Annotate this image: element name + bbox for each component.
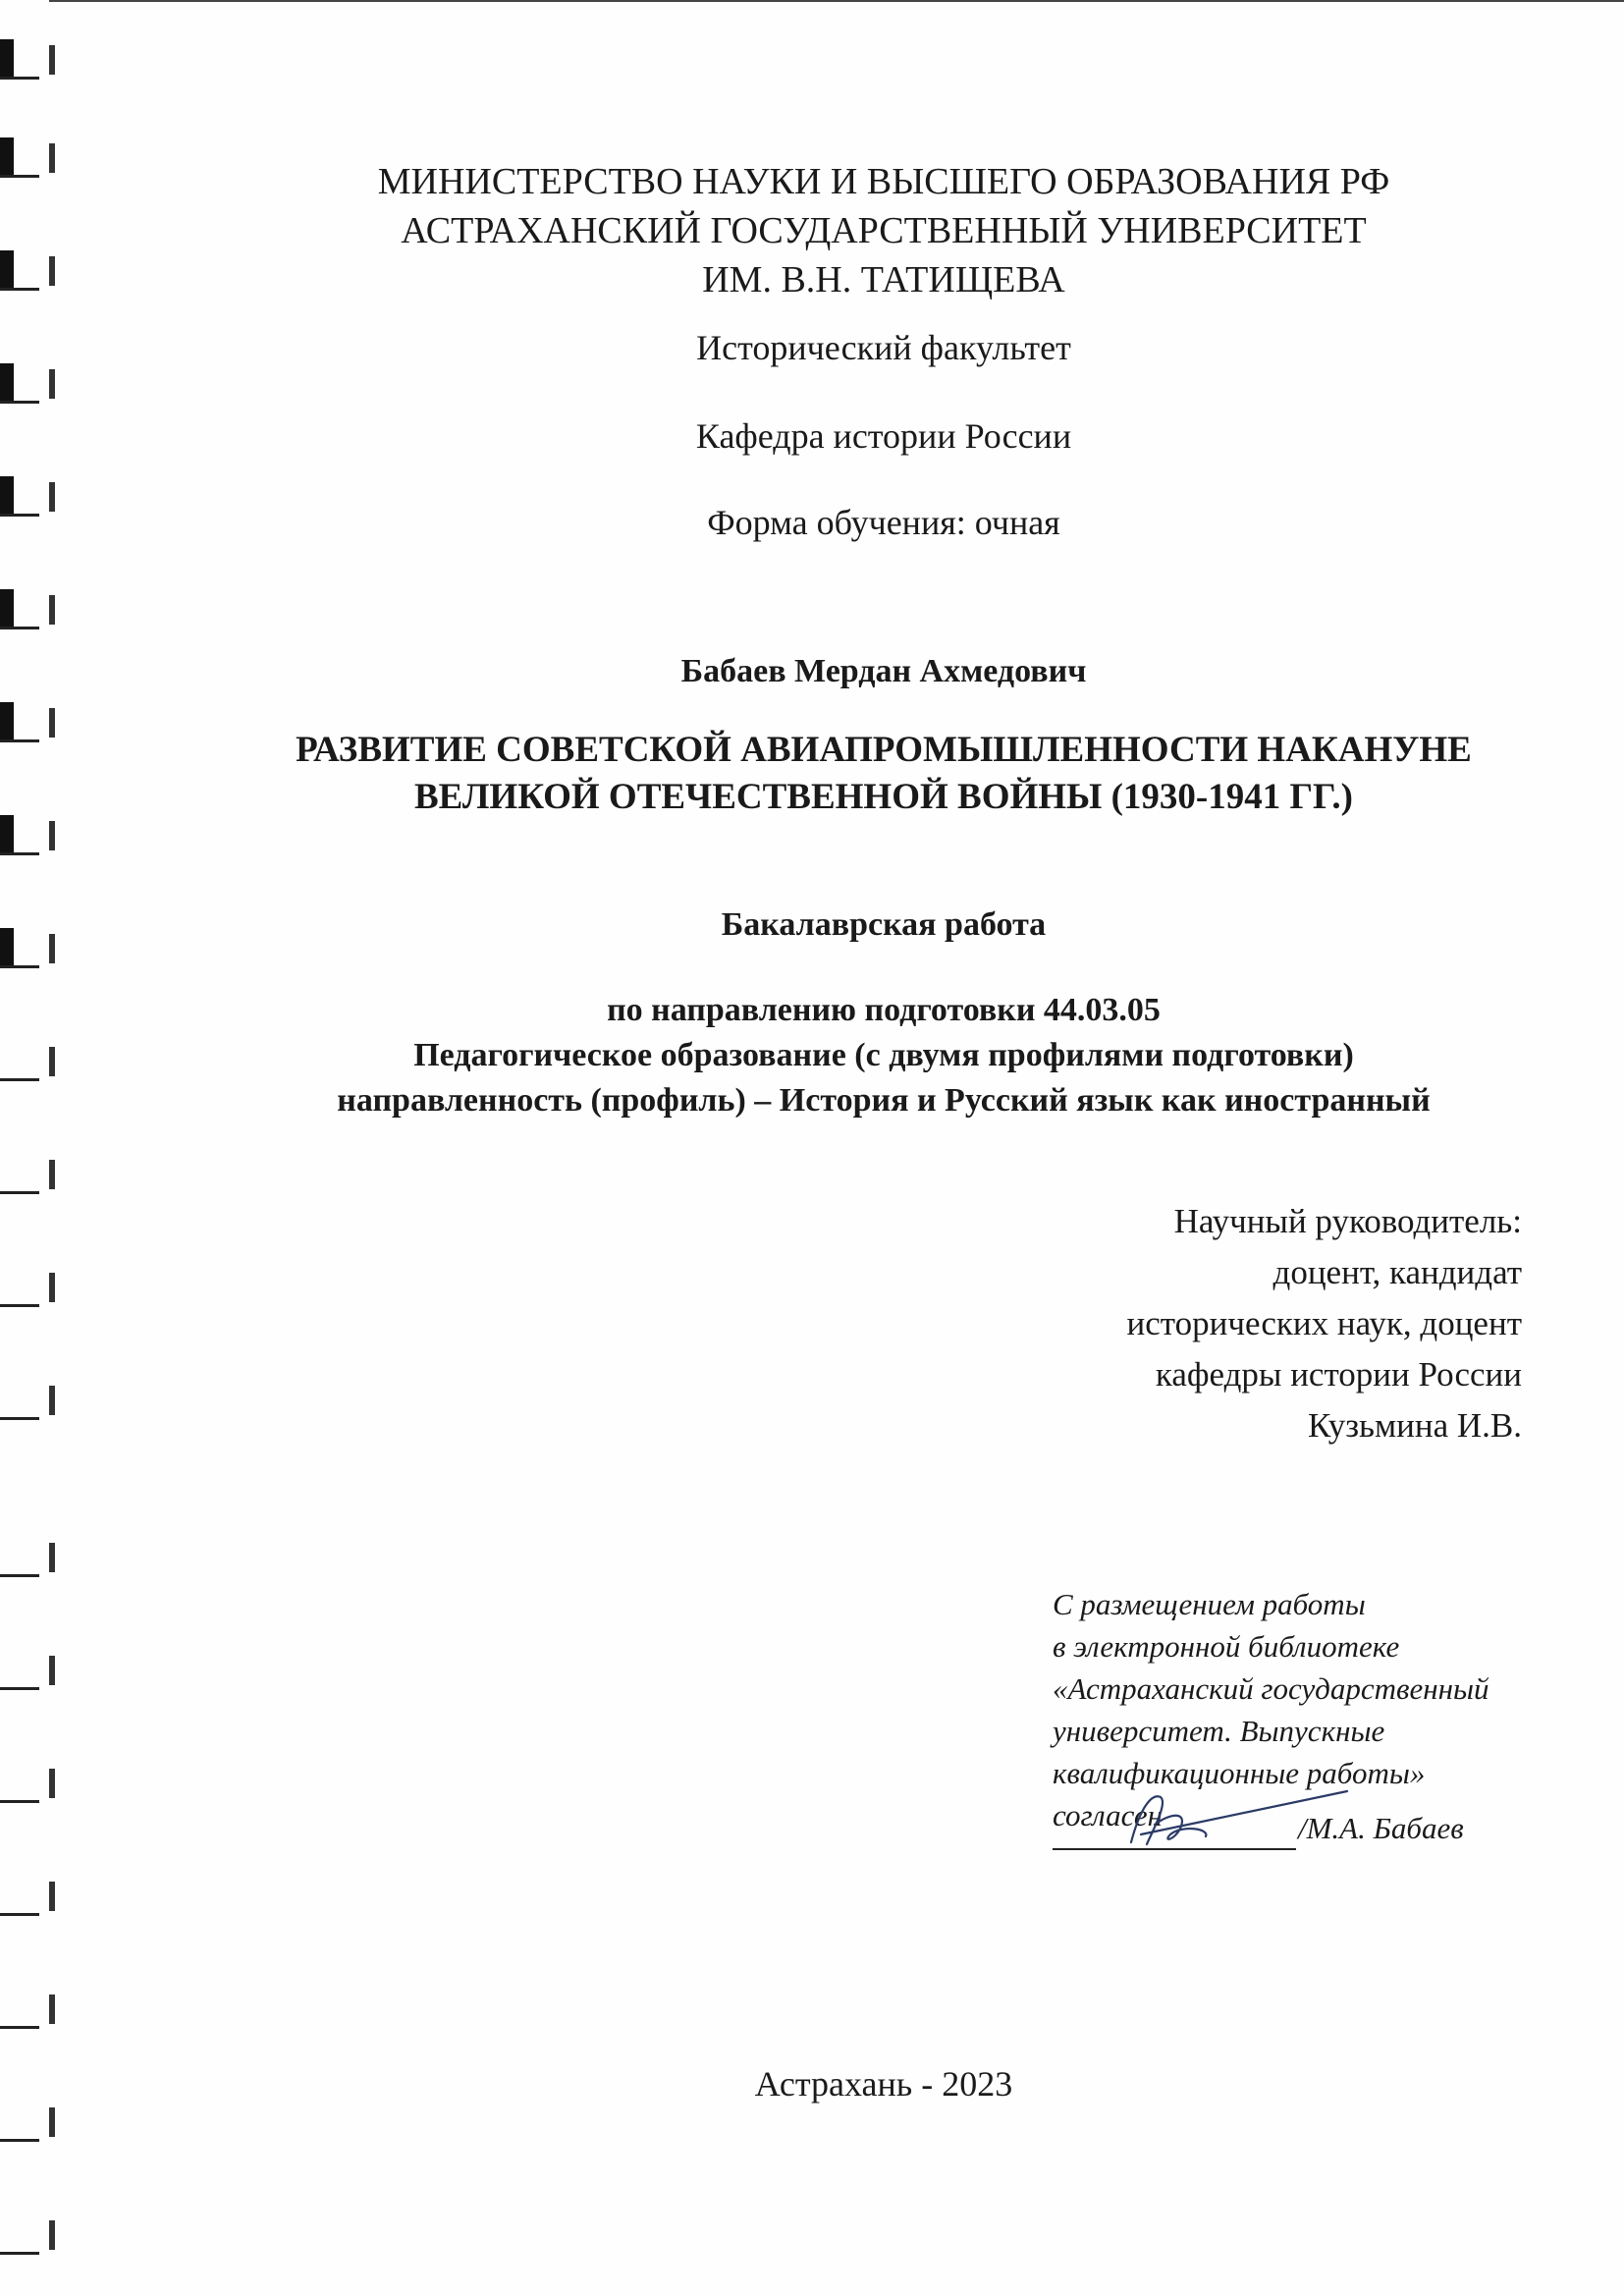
supervisor-label: Научный руководитель: (1173, 1202, 1522, 1240)
city-year: Астрахань - 2023 (754, 2064, 1013, 2104)
binding-mark (0, 1154, 59, 1193)
binding-mark (0, 702, 59, 741)
supervisor-name: Кузьмина И.В. (1307, 1406, 1522, 1445)
university-name: АСТРАХАНСКИЙ ГОСУДАРСТВЕННЫЙ УНИВЕРСИТЕТ (401, 210, 1367, 251)
binding-mark (0, 1763, 59, 1802)
thesis-title-line: ВЕЛИКОЙ ОТЕЧЕСТВЕННОЙ ВОЙНЫ (1930-1941 ГГ.) (413, 777, 1353, 817)
binding-edge (0, 0, 88, 2296)
binding-mark (0, 1989, 59, 2028)
signer-name: /М.А. Бабаев (1298, 1811, 1464, 1845)
direction-name: Педагогическое образование (с двумя профилями подготовки) (413, 1037, 1354, 1073)
supervisor-block (933, 1196, 1522, 1451)
consent-line: «Астраханский государственный (1053, 1671, 1489, 1706)
binding-mark (0, 2214, 59, 2254)
author-name: Бабаев Мердан Ахмедович (680, 653, 1087, 689)
consent-line: квалификационные работы» (1053, 1756, 1426, 1790)
thesis-title (147, 727, 1620, 821)
supervisor-department: кафедры истории России (1155, 1355, 1522, 1394)
institution-header (147, 157, 1620, 304)
thesis-title-line: РАЗВИТИЕ СОВЕТСКОЙ АВИАПРОМЫШЛЕННОСТИ НАКАНУНЕ (296, 730, 1472, 770)
department-name: Кафедра истории России (695, 416, 1072, 456)
binding-mark (0, 363, 59, 403)
signature-row (1053, 1805, 1602, 1854)
binding-mark (0, 1876, 59, 1915)
binding-mark (0, 1380, 59, 1419)
binding-mark (0, 928, 59, 967)
binding-mark (0, 1537, 59, 1576)
consent-line: университет. Выпускные (1053, 1714, 1385, 1748)
consent-line: в электронной библиотеке (1053, 1629, 1400, 1664)
work-type: Бакалаврская работа (721, 906, 1047, 943)
binding-mark (0, 137, 59, 177)
binding-mark (0, 1650, 59, 1689)
scan-top-edge (49, 0, 1624, 2)
binding-mark (0, 1267, 59, 1306)
binding-mark (0, 250, 59, 290)
consent-line: согласен (1053, 1798, 1164, 1832)
study-direction (147, 988, 1620, 1123)
binding-mark (0, 39, 59, 79)
binding-mark (0, 815, 59, 854)
binding-mark (0, 1041, 59, 1080)
binding-mark (0, 476, 59, 516)
supervisor-degree: доцент, кандидат (1272, 1253, 1522, 1291)
supervisor-degree: исторических наук, доцент (1126, 1304, 1522, 1342)
study-form: Форма обучения: очная (707, 503, 1060, 542)
faculty-name: Исторический факультет (696, 328, 1071, 367)
direction-code: по направлению подготовки 44.03.05 (607, 992, 1161, 1028)
direction-profile: направленность (профиль) – История и Русский язык как иностранный (337, 1082, 1431, 1119)
ministry-name: МИНИСТЕРСТВО НАУКИ И ВЫСШЕГО ОБРАЗОВАНИЯ РФ (377, 161, 1390, 202)
binding-mark (0, 589, 59, 629)
consent-line: С размещением работы (1053, 1587, 1366, 1621)
university-named-after: ИМ. В.Н. ТАТИЩЕВА (702, 259, 1065, 301)
binding-mark (0, 2102, 59, 2141)
